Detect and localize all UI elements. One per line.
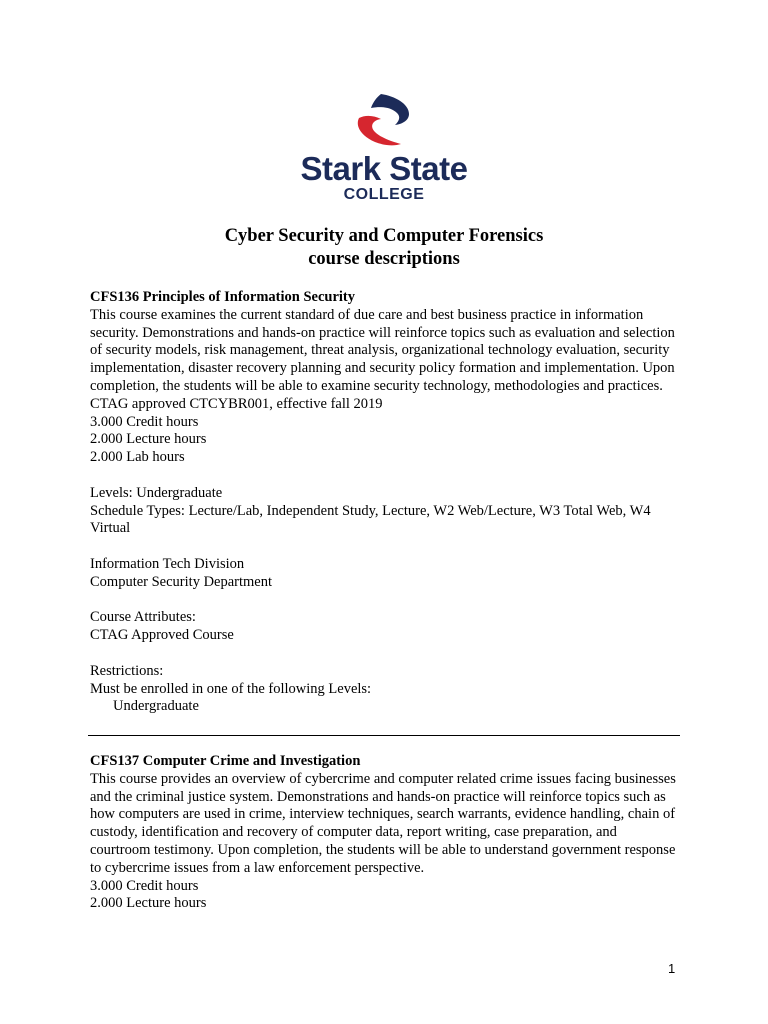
course-description: This course provides an overview of cybercrime and computer related crime issues facing businesses and the criminal justice system. Demonstrations and hands-on practice will reinforce topics such as how computers are used in crime, interview techniques, search warrants, evidence handling, chain of custody, identification and recovery of computer data, report writing, case preparation, and courtroom testimony. Upon completion, the students will be able to understand government response to cybercrime issues from a law enforcement perspective. [90,770,676,876]
attributes-value: CTAG Approved Course [90,627,234,644]
course-description: This course examines the current standard of due care and best business practice in information security. Demonstrations and hands-on practice will reinforce topics such as evaluation and selection of security models, risk management, threat analysis, organizational technology evaluation, security implementation, disaster recovery planning and security policy formation and implementation. Upon completion, the students will be able to examine security technology, methodologies and practices. CTAG approved CTCYBR001, effective fall 2019 [90,306,675,412]
credit-hours: 3.000 Credit hours [90,877,199,894]
college-subname: COLLEGE [343,186,425,203]
restrictions-text: Must be enrolled in one of the following Levels: [90,680,372,697]
title-line-1: Cyber Security and Computer Forensics [224,226,544,246]
course-cfs137 [90,753,680,913]
title-line-2: course descriptions [308,249,460,269]
attributes-label: Course Attributes: [90,609,196,626]
course-heading: CFS136 Principles of Information Security [90,289,356,305]
page-number: 1 [668,961,676,976]
college-logo [0,92,768,204]
lecture-hours: 2.000 Lecture hours [90,895,207,912]
lab-hours: 2.000 Lab hours [90,449,185,466]
department: Computer Security Department [90,573,273,590]
section-divider [88,735,680,736]
division: Information Tech Division [90,555,245,572]
course-cfs136 [90,289,680,716]
restrictions-label: Restrictions: [90,662,164,679]
levels: Levels: Undergraduate [90,484,223,501]
credit-hours: 3.000 Credit hours [90,413,199,430]
schedule-types: Schedule Types: Lecture/Lab, Independent Study, Lecture, W2 Web/Lecture, W3 Total Web, W4 Virtual [90,502,651,537]
restrictions-value: Undergraduate [113,698,199,715]
stark-state-logo-mark-icon [351,92,417,148]
course-heading: CFS137 Computer Crime and Investigation [90,753,361,769]
college-name: Stark State [300,150,468,187]
document-title [0,225,768,271]
lecture-hours: 2.000 Lecture hours [90,431,207,448]
